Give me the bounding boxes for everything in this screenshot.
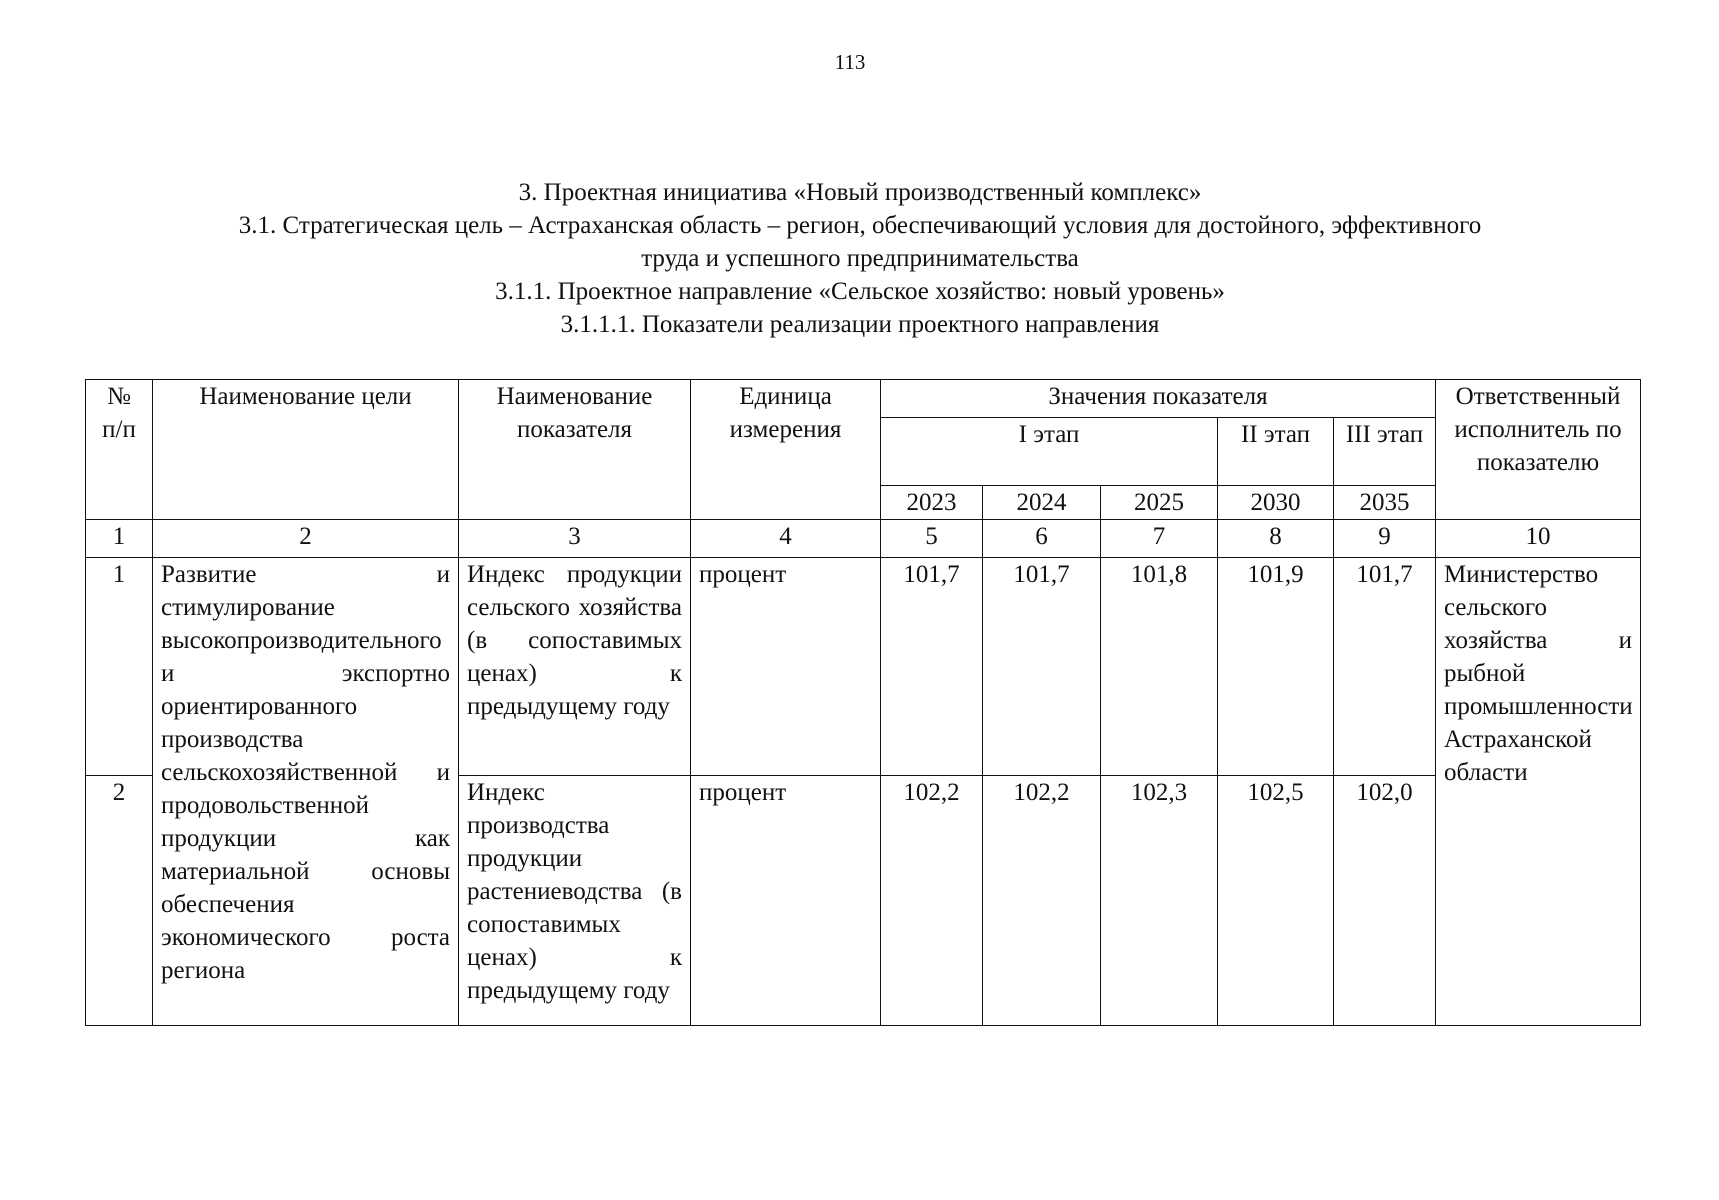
indicators-table bbox=[85, 379, 1641, 1026]
header-stage-2: II этап bbox=[1218, 418, 1334, 486]
value-cell: 102,2 bbox=[983, 776, 1101, 1026]
value-cell: 101,7 bbox=[983, 558, 1101, 776]
page-number: 113 bbox=[834, 50, 866, 74]
heading-direction: 3.1.1. Проектное направление «Сельское хозяйство: новый уровень» bbox=[495, 278, 1225, 305]
heading-strategic-goal: 3.1. Стратегическая цель – Астраханская область – регион, обеспечивающий условия для достойного, эффективного bbox=[238, 212, 1482, 239]
header-year: 2024 bbox=[983, 486, 1101, 520]
value-cell: 102,5 bbox=[1218, 776, 1334, 1026]
heading-initiative: 3. Проектная инициатива «Новый производственный комплекс» bbox=[518, 179, 1202, 206]
unit-cell: процент bbox=[691, 558, 881, 776]
column-number: 8 bbox=[1218, 520, 1334, 558]
heading-strategic-goal-cont: труда и успешного предпринимательства bbox=[641, 245, 1079, 272]
value-cell: 101,7 bbox=[1334, 558, 1436, 776]
column-number: 9 bbox=[1334, 520, 1436, 558]
header-unit: Единица измерения bbox=[691, 380, 881, 520]
section-headings bbox=[85, 176, 1635, 341]
column-number: 4 bbox=[691, 520, 881, 558]
column-number: 7 bbox=[1101, 520, 1218, 558]
value-cell: 101,8 bbox=[1101, 558, 1218, 776]
header-values-group: Значения показателя bbox=[881, 380, 1436, 418]
column-number: 3 bbox=[459, 520, 691, 558]
column-number: 10 bbox=[1436, 520, 1641, 558]
row-num: 2 bbox=[86, 776, 153, 1026]
value-cell: 102,2 bbox=[881, 776, 983, 1026]
header-stage-3: III этап bbox=[1334, 418, 1436, 486]
header-stage-1: I этап bbox=[881, 418, 1218, 486]
responsible-cell: Министерство сельского хозяйства и рыбной промышленности Астраханской области bbox=[1436, 558, 1641, 1026]
value-cell: 102,3 bbox=[1101, 776, 1218, 1026]
heading-indicators: 3.1.1.1. Показатели реализации проектного направления bbox=[560, 311, 1160, 338]
header-indicator: Наименование показателя bbox=[459, 380, 691, 520]
column-number: 1 bbox=[86, 520, 153, 558]
header-year: 2035 bbox=[1334, 486, 1436, 520]
header-responsible: Ответственный исполнитель по показателю bbox=[1436, 380, 1641, 520]
value-cell: 101,7 bbox=[881, 558, 983, 776]
header-year: 2025 bbox=[1101, 486, 1218, 520]
indicator-cell: Индекс производства продукции растениеводства (в сопоставимых ценах) к предыдущему году bbox=[459, 776, 691, 1026]
column-number: 5 bbox=[881, 520, 983, 558]
header-year: 2023 bbox=[881, 486, 983, 520]
value-cell: 102,0 bbox=[1334, 776, 1436, 1026]
header-num: № п/п bbox=[86, 380, 153, 520]
indicator-cell: Индекс продукции сельского хозяйства (в сопоставимых ценах) к предыдущему году bbox=[459, 558, 691, 776]
table-row bbox=[86, 558, 1641, 776]
unit-cell: процент bbox=[691, 776, 881, 1026]
value-cell: 101,9 bbox=[1218, 558, 1334, 776]
column-number: 2 bbox=[153, 520, 459, 558]
column-number: 6 bbox=[983, 520, 1101, 558]
goal-cell: Развитие и стимулирование высокопроизводительного и экспортно ориентированного производства сельскохозяйственной и продовольственной продукции как материальной основы обеспечения экономического роста региона bbox=[153, 558, 459, 1026]
row-num: 1 bbox=[86, 558, 153, 776]
header-year: 2030 bbox=[1218, 486, 1334, 520]
header-goal: Наименование цели bbox=[153, 380, 459, 520]
